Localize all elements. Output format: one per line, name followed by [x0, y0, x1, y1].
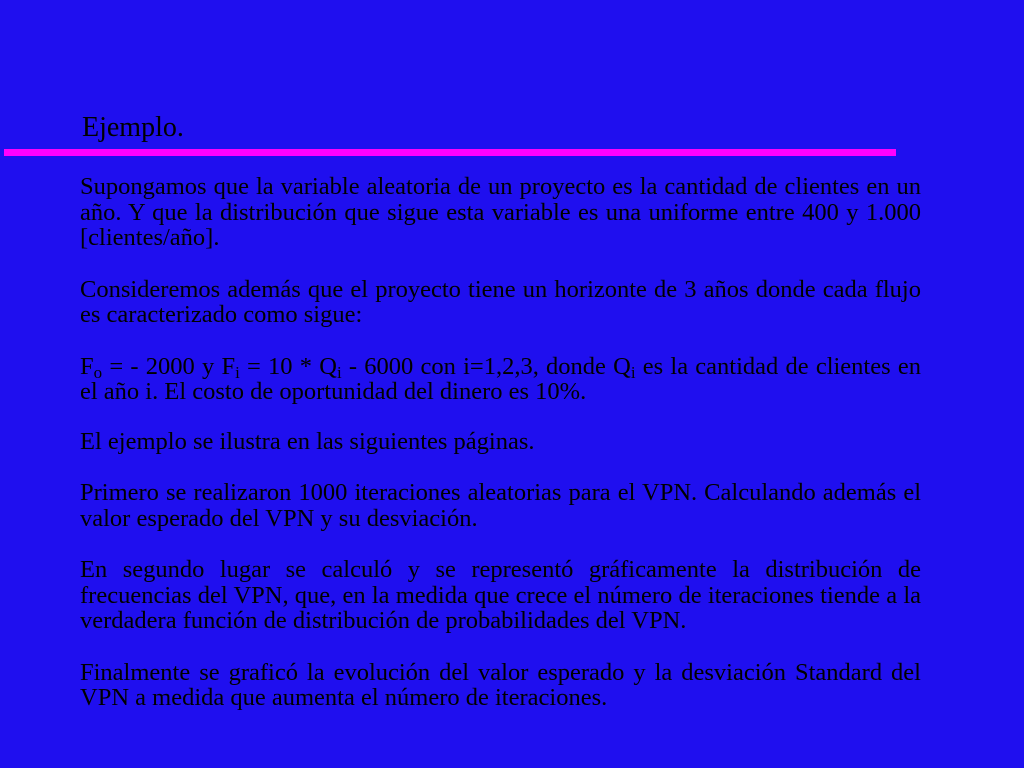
- paragraph-variable-definition: Supongamos que la variable aleatoria de un proyecto es la cantidad de clientes en un año. Y que la distribución que sigue esta variable es una uniforme entre 400 y 1.000 [clientes/año].: [80, 173, 921, 251]
- paragraph-frequency-distribution: En segundo lugar se calculó y se representó gráficamente la distribución de frecuencias del VPN, que, en la medida que crece el número de iteraciones tiende a la verdadera función de distribución de probabilidades del VPN.: [80, 556, 921, 634]
- title-underline-rule: [4, 149, 896, 156]
- paragraph-cash-flow-formula: [80, 354, 921, 405]
- paragraph-example-pages: El ejemplo se ilustra en las siguientes páginas.: [80, 427, 535, 455]
- formula-subscript-i: i: [336, 362, 342, 382]
- paragraph-iterations: Primero se realizaron 1000 iteraciones aleatorias para el VPN. Calculando además el valor esperado del VPN y su desviación.: [80, 479, 921, 532]
- paragraph-expected-value-evolution: Finalmente se graficó la evolución del valor esperado y la desviación Standard del VPN a medida que aumenta el número de iteraciones.: [80, 658, 921, 711]
- formula-subscript-i: i: [235, 362, 240, 382]
- formula-f: F: [80, 352, 94, 380]
- paragraph-horizon: Consideremos además que el proyecto tiene un horizonte de 3 años donde cada flujo es caracterizado como sigue:: [80, 275, 921, 328]
- slide-title: Ejemplo.: [82, 112, 184, 143]
- formula-part-a: = - 2000 y F: [102, 352, 236, 380]
- formula-subscript-o: o: [93, 362, 103, 382]
- formula-subscript-i: i: [630, 362, 636, 382]
- formula-part-b: = 10 * Q: [239, 352, 337, 380]
- formula-part-c: - 6000 con i=1,2,3, donde Q: [341, 352, 631, 380]
- slide-body: [80, 174, 921, 737]
- formula-part-d: es la cantidad de clientes en el año i. El costo de oportunidad del dinero es 10%.: [80, 352, 921, 405]
